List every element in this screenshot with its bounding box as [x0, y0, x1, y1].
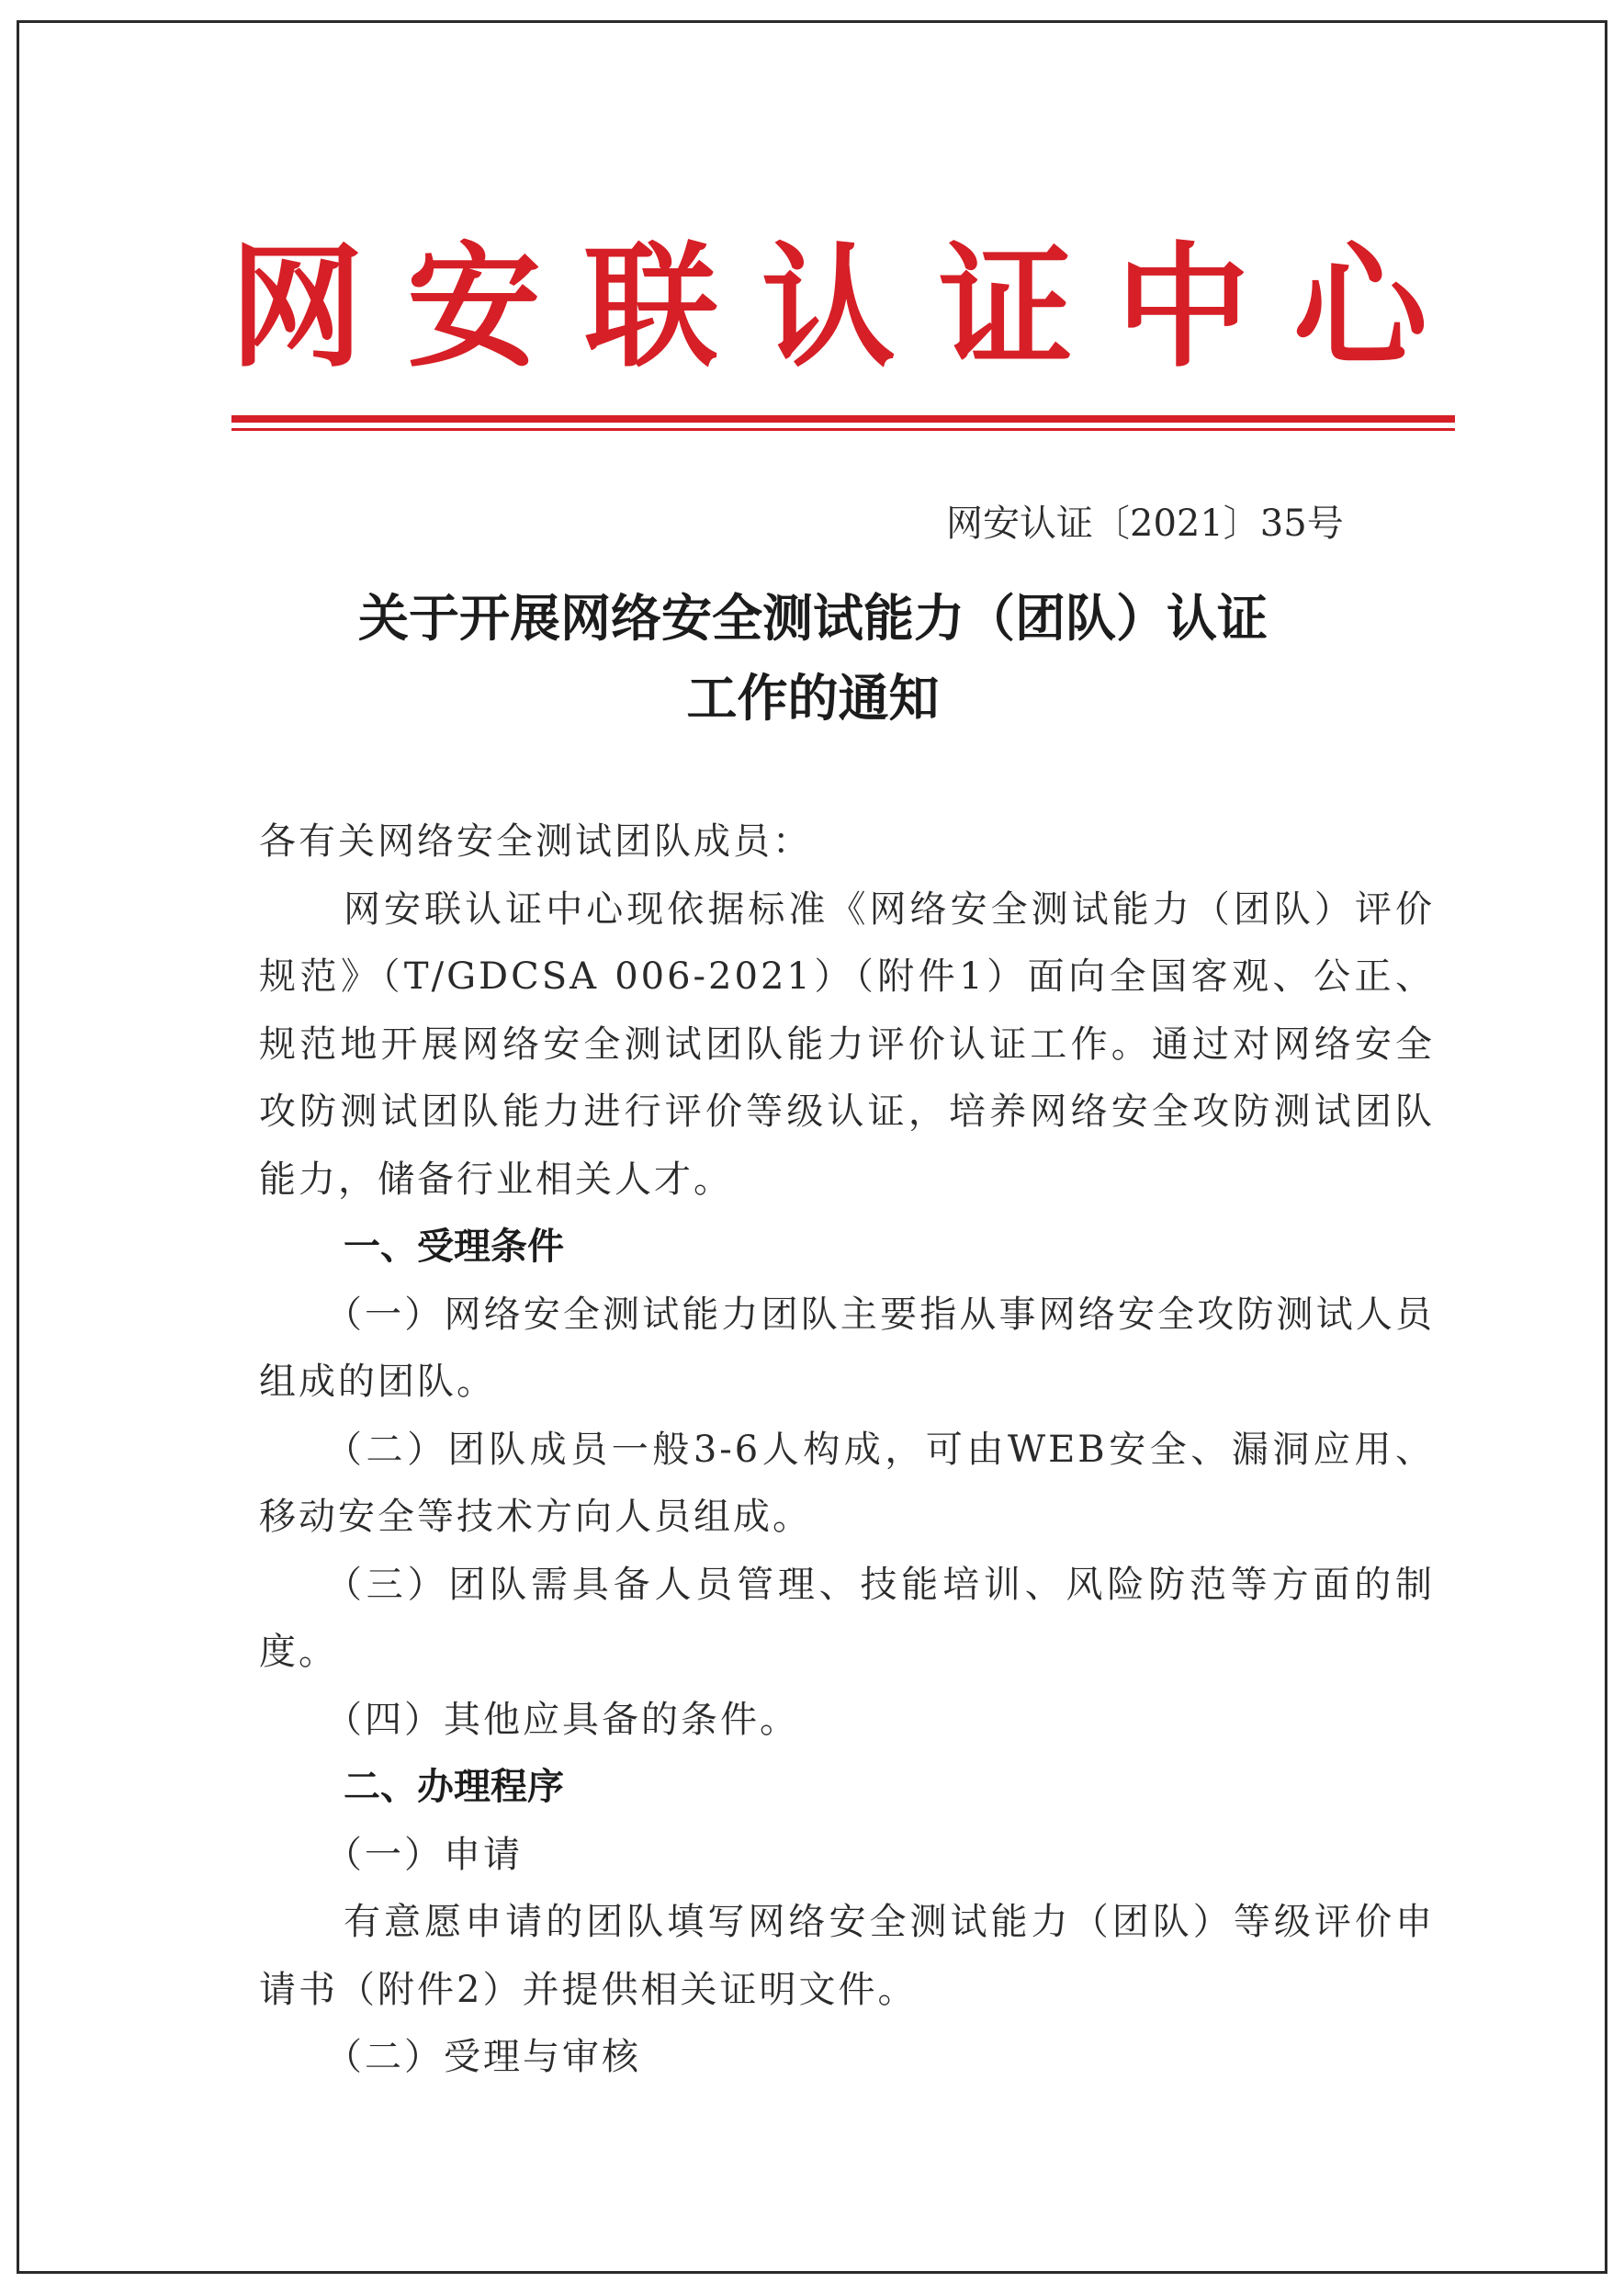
- section-1-item-4: （四）其他应具备的条件。: [325, 1698, 799, 1741]
- letterhead-red-rule: [231, 415, 1455, 423]
- document-body: [259, 808, 1435, 2092]
- section-1-item-3: （三）团队需具备人员管理、技能培训、风险防范等方面的制度。: [259, 1563, 1435, 1673]
- section-2-sub-2-heading: （二）受理与审核: [325, 2036, 641, 2078]
- letterhead-red-rule-thin: [231, 428, 1455, 431]
- document-number: 网安认证〔2021〕35号: [946, 503, 1344, 545]
- document-title-line-2: 工作的通知: [686, 669, 940, 728]
- document-title: [230, 579, 1396, 739]
- salutation: 各有关网络安全测试团队成员：: [259, 820, 812, 863]
- intro-paragraph: 网安联认证中心现依据标准《网络安全测试能力（团队）评价规范》（T/GDCSA 006-2021）（附件1）面向全国客观、公正、规范地开展网络安全测试团队能力评价认证工作。通过对网络安全攻防测试团队能力进行评价等级认证，培养网络安全攻防测试团队能力，储备行业相关人才。: [259, 887, 1435, 1201]
- section-1-heading: 一、受理条件: [344, 1226, 564, 1268]
- letterhead-org-name: 网安联认证中心: [230, 230, 1471, 386]
- section-2-sub-1-heading: （一）申请: [325, 1833, 523, 1876]
- section-2-heading: 二、办理程序: [344, 1766, 564, 1808]
- section-1-item-2: （二）团队成员一般3-6人构成，可由WEB安全、漏洞应用、移动安全等技术方向人员组成。: [259, 1428, 1435, 1538]
- document-title-line-1: 关于开展网络安全测试能力（团队）认证: [357, 589, 1268, 648]
- section-2-sub-1-text: 有意愿申请的团队填写网络安全测试能力（团队）等级评价申请书（附件2）并提供相关证明文件。: [259, 1901, 1435, 2011]
- section-1-item-1: （一）网络安全测试能力团队主要指从事网络安全攻防测试人员组成的团队。: [259, 1293, 1435, 1403]
